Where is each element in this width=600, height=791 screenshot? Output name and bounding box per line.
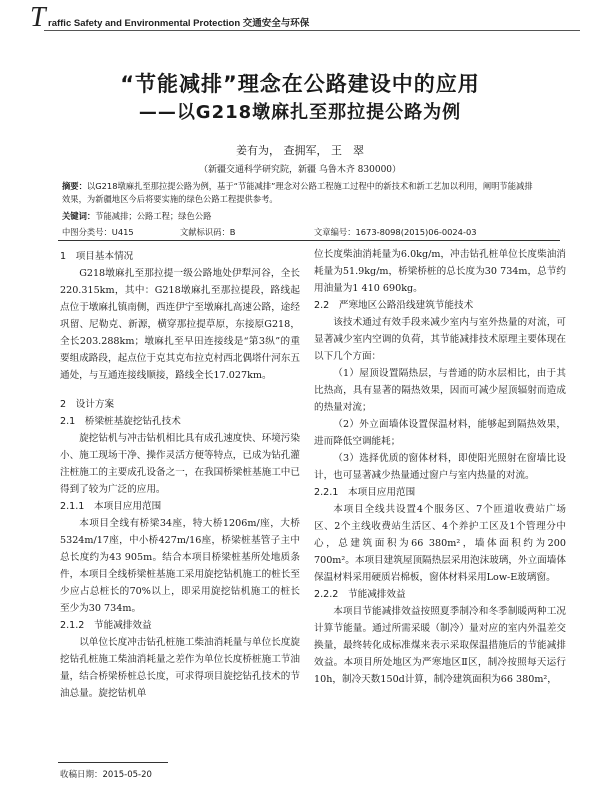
article-title: “节能减排”理念在公路建设中的应用 bbox=[120, 72, 480, 96]
header-rule bbox=[44, 30, 580, 31]
document-code: 文献标识码：B bbox=[180, 227, 236, 237]
journal-initial: T bbox=[30, 2, 46, 33]
body-paragraph: 本项目全线共设置4个服务区、7个匝道收费站广场区、2个主线收费站生活区、4个养护工区及1个管理分中心，总建筑面积为66 380m²，墙体面积约为200 700m²。本项目建筑屋顶隔热层采用泡沫玻璃，外立面墙体保温材料采用硬质岩棉板，窗体材料采用Low-E玻璃窗。 bbox=[314, 504, 566, 583]
right-column bbox=[314, 246, 566, 688]
body-paragraph: 位长度柴油消耗量为6.0kg/m，冲击钻孔桩单位长度柴油消耗量为51.9kg/m，桥梁桥桩的总长度为30 734m，总节约用油量为1 410 690kg。 bbox=[314, 249, 566, 294]
received-date bbox=[60, 768, 152, 780]
section-heading: 1 项目基本情况 bbox=[60, 251, 134, 262]
body-paragraph: G218墩麻扎至那拉提一级公路地处伊犁河谷，全长220.315km，其中：G218墩麻扎至那拉提段，路线起点位于墩麻扎镇南侧，西连伊宁至墩麻扎高速公路，途经巩留、尼勒克、新源，横穿那拉提草原，东接原G218，全长203.288km；墩麻扎至早田连接线是“第3纵”的重要组成路段，起点位于克其克布拉克村西北偶塔什河东五通处，与互通连接线顺接，路线全长17.027km。 bbox=[60, 268, 300, 381]
subsection-heading: 2.2.2 节能减排效益 bbox=[314, 589, 406, 600]
keywords-text: 节能减排；公路工程；绿色公路 bbox=[95, 211, 212, 221]
subsection-heading: 2.1 桥梁桩基旋挖钻孔技术 bbox=[60, 416, 181, 427]
abstract-rule bbox=[58, 240, 560, 241]
body-paragraph: （3）选择优质的窗体材料，即使阳光照射在窗墙比设计，也可显著减少热量通过窗户与室内热量的对流。 bbox=[314, 453, 566, 481]
body-paragraph: 以单位长度冲击钻孔桩施工柴油消耗量与单位长度旋挖钻孔桩施工柴油消耗量之差作为单位长度桥桩施工节油量，结合桥梁桥桩总长度，可求得项目旋挖钻孔技术的节油总量。旋挖钻机单 bbox=[60, 637, 300, 699]
body-paragraph: 旋挖钻机与冲击钻机相比具有成孔速度快、环境污染小、施工现场干净、操作灵活方便等特点，已成为钻孔灌注桩施工的主要成孔设备之一，在我国桥梁桩基施工中已得到了较为广泛的应用。 bbox=[60, 433, 300, 495]
received-value: 2015-05-20 bbox=[102, 770, 152, 780]
journal-name: raffic Safety and Environmental Protection 交通安全与环保 bbox=[48, 18, 310, 29]
abstract bbox=[62, 180, 534, 206]
received-label: 收稿日期： bbox=[60, 770, 103, 780]
body-paragraph: （1）屋顶设置隔热层，与普通的防水层相比，由于其比热高，具有显著的隔热效果，因而可减少屋顶辐射而造成的热量对流； bbox=[314, 368, 566, 413]
footnote-rule bbox=[58, 762, 168, 763]
keywords-label: 关键词： bbox=[62, 211, 96, 221]
section-heading: 2 设计方案 bbox=[60, 399, 115, 410]
body-paragraph: 本项目节能减排效益按照夏季制冷和冬季制暖两种工况计算节能量。通过所需采暖（制冷）量对应的室内外温差交换量，最终转化成标准煤来表示采取保温措施后的节能减排效益。本项目所处地区为严寒地区Ⅱ区，制冷按照每天运行10h，制冷天数150d计算，制冷建筑面积为66 380m²， bbox=[314, 606, 566, 685]
keywords bbox=[62, 210, 534, 222]
body-paragraph: （2）外立面墙体设置保温材料，能够起到隔热效果，进而降低空调能耗； bbox=[314, 419, 566, 447]
subsection-heading: 2.2.1 本项目应用范围 bbox=[314, 487, 416, 498]
authors: 姜有为， 查拥军， 王 翠 bbox=[236, 144, 364, 157]
affiliation: （新疆交通科学研究院，新疆 乌鲁木齐 830000） bbox=[198, 165, 402, 175]
body-paragraph: 该技术通过有效手段来减少室内与室外热量的对流，可显著减少室内空调的负荷，其节能减排技术原理主要体现在以下几个方面： bbox=[314, 317, 566, 362]
abstract-label: 摘要： bbox=[62, 181, 87, 191]
abstract-text: 以G218墩麻扎至那拉提公路为例，基于“节能减排”理念对公路工程施工过程中的新技术和新工艺加以利用，阐明节能减排效果，为新疆地区今后将要实施的绿色公路工程提供参考。 bbox=[62, 181, 533, 204]
section-gap bbox=[60, 384, 300, 394]
subsection-heading: 2.1.2 节能减排效益 bbox=[60, 620, 152, 631]
left-column bbox=[60, 246, 300, 702]
article-subtitle: ——以G218墩麻扎至那拉提公路为例 bbox=[138, 102, 462, 123]
article-number: 文章编号：1673-8098(2015)06-0024-03 bbox=[314, 227, 477, 237]
subsection-heading: 2.1.1 本项目应用范围 bbox=[60, 501, 162, 512]
journal-header bbox=[30, 2, 580, 33]
body-paragraph: 本项目全线有桥梁34座，特大桥1206m/座，大桥5324m/17座，中小桥427m/16座，桥梁桩基管子主中总长度约为43 905m。结合本项目桥梁桩基所处地质条件，本项目全线桥梁桩基施工采用旋挖钻机施工的桩长至少应占总桩长的70%以上，即采用旋挖钻机施工的桩长至少为30 734m。 bbox=[60, 518, 300, 614]
clc-number: 中图分类号：U415 bbox=[62, 227, 134, 237]
subsection-heading: 2.2 严寒地区公路沿线建筑节能技术 bbox=[314, 300, 474, 311]
